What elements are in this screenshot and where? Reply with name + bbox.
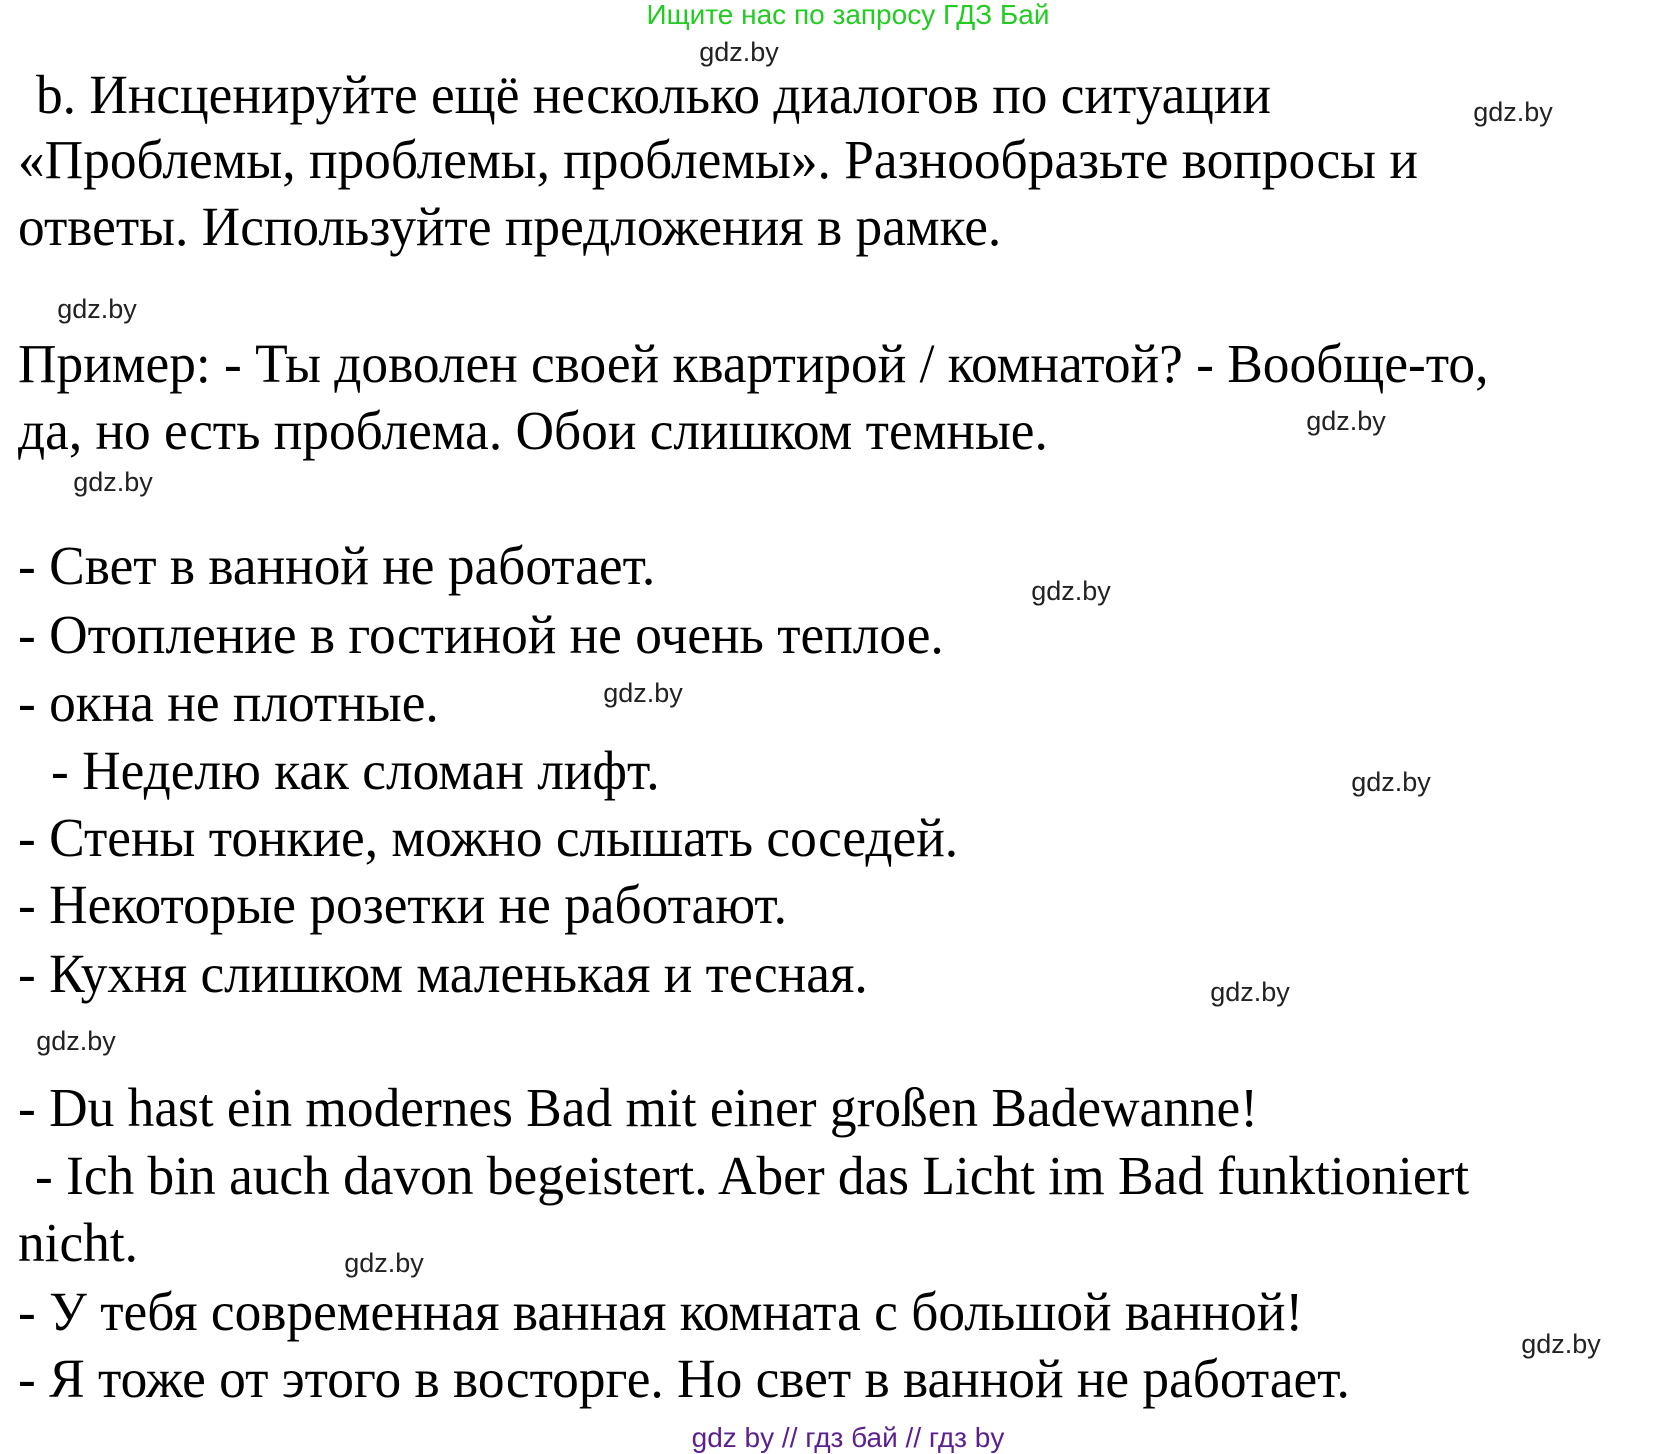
- problem-item: - Свет в ванной не работает.: [18, 535, 656, 596]
- task-line: «Проблемы, проблемы, проблемы». Разнообразьте вопросы и: [18, 129, 1418, 190]
- watermark: gdz.by: [57, 294, 137, 324]
- watermark: gdz.by: [1521, 1329, 1601, 1359]
- problem-item: - Некоторые розетки не работают.: [18, 874, 788, 935]
- watermark: gdz.by: [699, 37, 779, 67]
- watermark: gdz.by: [1031, 576, 1111, 606]
- dialogue-line: - Du hast ein modernes Bad mit einer großen Badewanne!: [18, 1077, 1259, 1138]
- example-line: Пример: - Ты доволен своей квартирой / комнатой? - Вообще-то,: [18, 333, 1489, 394]
- dialogue-line: nicht.: [18, 1212, 139, 1273]
- watermark: gdz.by: [603, 678, 683, 708]
- dialogue-line: - У тебя современная ванная комната с большой ванной!: [18, 1281, 1304, 1342]
- watermark: gdz.by: [73, 467, 153, 497]
- task-line: ответы. Используйте предложения в рамке.: [18, 196, 1002, 257]
- problem-item: - Кухня слишком маленькая и тесная.: [18, 943, 868, 1004]
- watermark: gdz.by: [1473, 97, 1553, 127]
- watermark: gdz.by: [1306, 406, 1386, 436]
- problem-item: - окна не плотные.: [18, 672, 439, 733]
- watermark: gdz.by: [1351, 767, 1431, 797]
- problem-item: - Отопление в гостиной не очень теплое.: [18, 604, 944, 665]
- footer-links: gdz by // гдз бай // гдз by: [691, 1422, 1005, 1453]
- watermark: gdz.by: [36, 1026, 116, 1056]
- example-line: да, но есть проблема. Обои слишком темные.: [18, 400, 1048, 461]
- search-hint-banner: Ищите нас по запросу ГДЗ Бай: [646, 0, 1050, 30]
- problem-item: - Неделю как сломан лифт.: [51, 740, 660, 801]
- problem-item: - Стены тонкие, можно слышать соседей.: [18, 807, 959, 868]
- dialogue-line: - Я тоже от этого в восторге. Но свет в ванной не работает.: [18, 1348, 1350, 1409]
- task-line: b. Инсценируйте ещё несколько диалогов по ситуации: [36, 64, 1271, 125]
- dialogue-line: - Ich bin auch davon begeistert. Aber das Licht im Bad funktioniert: [35, 1145, 1470, 1206]
- watermark: gdz.by: [344, 1248, 424, 1278]
- watermark: gdz.by: [1210, 977, 1290, 1007]
